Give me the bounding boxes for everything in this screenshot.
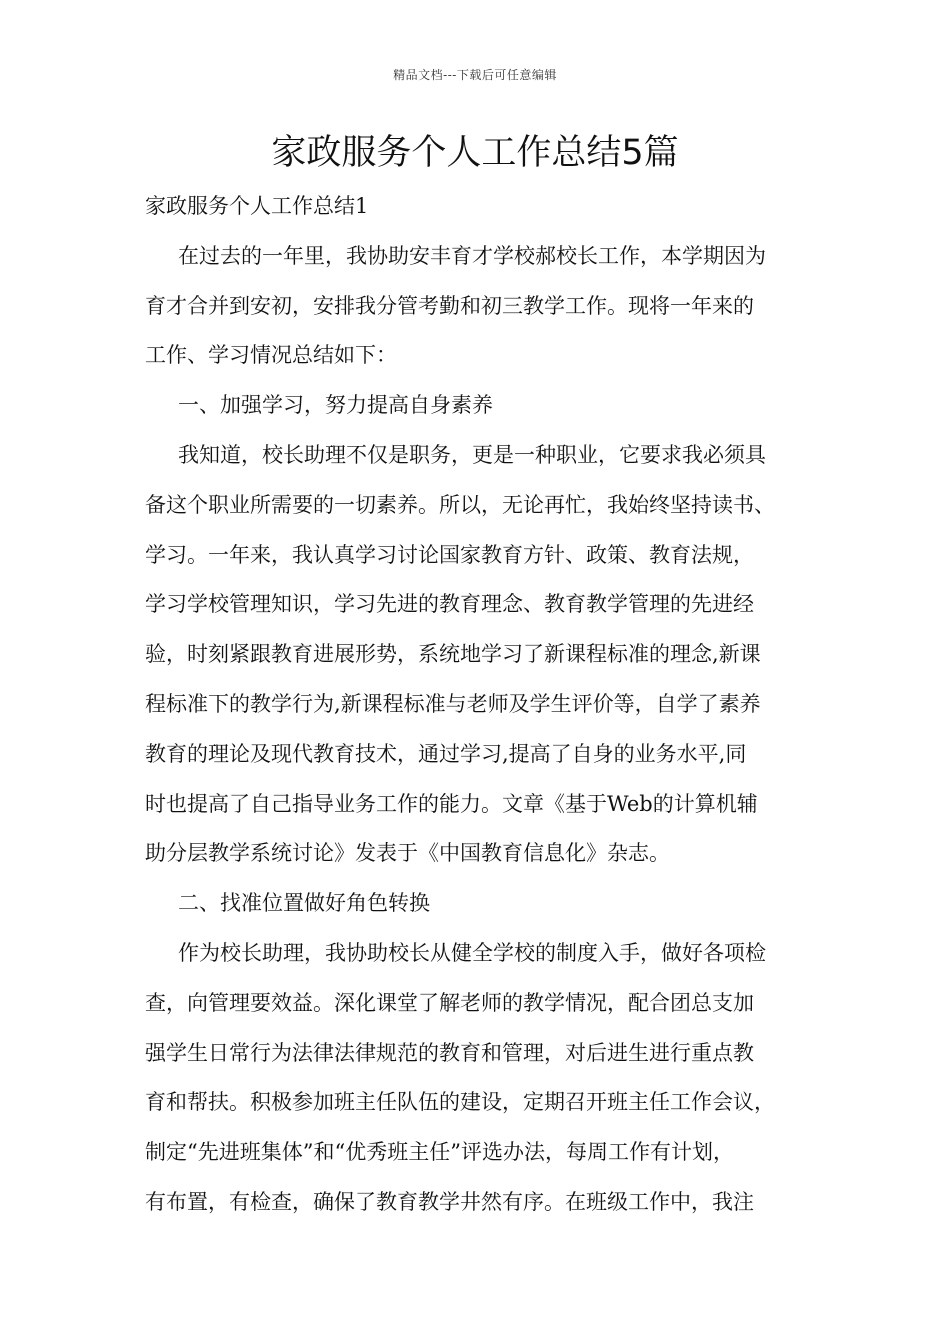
text-line: 验，时刻紧跟教育进展形势，系统地学习了新课程标准的理念,新课 xyxy=(145,642,761,667)
text-line: 工作、学习情况总结如下： xyxy=(145,343,397,368)
text-line: 我知道，校长助理不仅是职务，更是一种职业，它要求我必须具 xyxy=(178,442,766,467)
document-body xyxy=(145,182,825,1228)
text-line: 学习学校管理知识，学习先进的教育理念、教育教学管理的先进经 xyxy=(145,592,754,617)
document-title: 家政服务个人工作总结5篇 xyxy=(271,133,679,173)
text-line: 育和帮扶。积极参加班主任队伍的建设，定期召开班主任工作会议， xyxy=(145,1090,775,1115)
text-line: 制定“先进班集体”和“优秀班主任”评选办法，每周工作有计划， xyxy=(145,1140,734,1165)
text-line: 备这个职业所需要的一切素养。所以，无论再忙，我始终坚持读书、 xyxy=(145,492,775,517)
text-line: 程标准下的教学行为,新课程标准与老师及学生评价等，自学了素养 xyxy=(145,691,761,716)
text-line: 育才合并到安初，安排我分管考勤和初三教学工作。现将一年来的 xyxy=(145,293,754,318)
header-note: 精品文档---下载后可任意编辑 xyxy=(393,68,557,82)
text-line: 助分层教学系统讨论》发表于《中国教育信息化》杂志。 xyxy=(145,841,670,866)
text-line: 在过去的一年里，我协助安丰育才学校郝校长工作，本学期因为 xyxy=(178,243,766,268)
text-line: 有布置，有检查，确保了教育教学井然有序。在班级工作中，我注 xyxy=(145,1189,754,1214)
text-line: 学习。一年来，我认真学习讨论国家教育方针、政策、教育法规， xyxy=(145,542,754,567)
text-line: 二、找准位置做好角色转换 xyxy=(178,891,430,916)
text-line: 家政服务个人工作总结1 xyxy=(145,194,369,218)
text-line: 教育的理论及现代教育技术，通过学习,提高了自身的业务水平,同 xyxy=(145,741,747,766)
text-line: 时也提高了自己指导业务工作的能力。文章《基于Web的计算机辅 xyxy=(145,791,758,816)
text-line: 一、加强学习，努力提高自身素养 xyxy=(178,393,493,418)
text-line: 强学生日常行为法律法律规范的教育和管理，对后进生进行重点教 xyxy=(145,1040,754,1065)
text-line: 查，向管理要效益。深化课堂了解老师的教学情况，配合团总支加 xyxy=(145,990,754,1015)
text-line: 作为校长助理，我协助校长从健全学校的制度入手，做好各项检 xyxy=(178,940,766,965)
